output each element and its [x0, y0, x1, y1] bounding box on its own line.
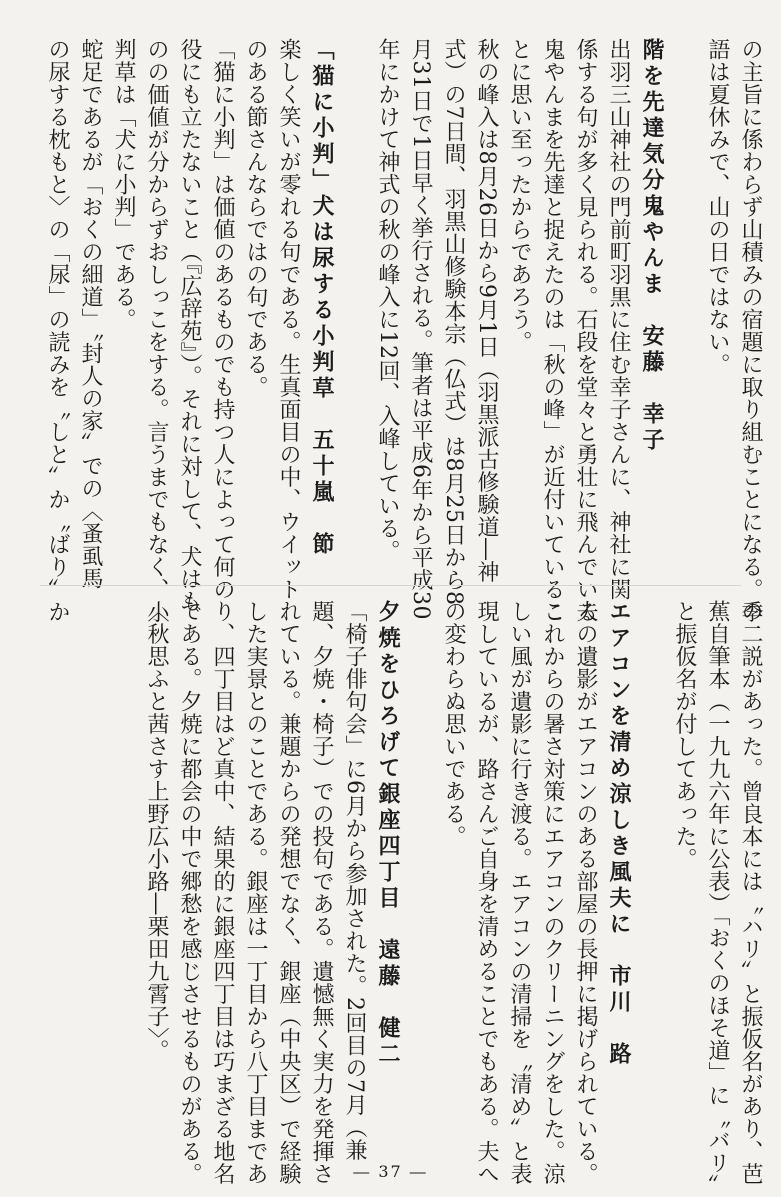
text-line: 題、夕焼・椅子）での投句である。遺憾無く実力を発揮さ	[309, 600, 334, 1185]
text-line: 鬼やんまを先達と捉えたのは「秋の峰」が近付いているこ	[540, 38, 565, 623]
text-line: 蕉自筆本（一九九六年に公表）「おくのほそ道」に〝バリ〟	[705, 600, 730, 1197]
haiku-heading-endo: 夕焼をひろげて銀座四丁目 遠藤 健二	[375, 600, 400, 1068]
text-line: とに思い至ったからであろう。	[507, 38, 532, 353]
text-line: である。夕焼に都会の中で郷愁を感じさせるものがある。	[177, 600, 202, 1185]
text-line: 式）の7日間、羽黒山修験本宗（仏式）は8月25日から8	[441, 38, 466, 606]
text-line: 判草は「犬に小判」である。	[111, 38, 136, 331]
text-line: 夫の遺影がエアコンのある部屋の長押に掲げられている。	[573, 600, 598, 1185]
text-line: り、四丁目はど真中、結果的に銀座四丁目は巧まざる地名	[210, 600, 235, 1185]
text-line: 出羽三山神社の門前町羽黒に住む幸子さんに、神社に関	[606, 38, 631, 601]
text-line: の変わらぬ思いである。	[441, 600, 466, 848]
blank-line	[404, 600, 437, 1160]
section-divider	[40, 585, 741, 586]
text-line: 年にかけて神式の秋の峰入に12回、入峰している。	[375, 38, 400, 562]
text-line: 〈秋思ふと茜さす上野広小路―栗田九霄子〉。	[144, 600, 169, 1062]
text-line: 係する句が多く見られる。石段を堂々と勇壮に飛んでいる	[573, 38, 598, 623]
text-line: 役にも立たないこと（『広辞苑』）。それに対して、犬はも	[177, 38, 202, 613]
text-line: しい風が遺影に行き渡る。エアコンの清掃を〝清め〟と表	[507, 600, 532, 1185]
text-line: 月31日で1日早く挙行される。筆者は平成6年から平成30	[408, 38, 433, 620]
text-line: これからの暑さ対策にエアコンのクリーニングをした。涼	[540, 600, 565, 1185]
text-line: 楽しく笑いが零れる句である。生真面目の中、ウイット	[276, 38, 301, 601]
blank-line	[668, 38, 701, 578]
text-line: の主旨に係わらず山積みの宿題に取り組むことになる。季	[738, 38, 763, 623]
text-line: と振仮名が付してあった。	[672, 600, 697, 870]
text-line: のの価値が分からずおしっこをする。言うまでもなく、小	[144, 38, 169, 623]
text-line: 「椅子俳句会」に6月から参加された。2回目の7月（兼	[342, 600, 367, 1161]
text-line: のある節さんならではの句である。	[243, 38, 268, 398]
text-line: 語は夏休みで、山の日ではない。	[705, 38, 730, 376]
text-line: 蛇足であるが「おくの細道」〝封人の家〟での〈蚤虱馬	[78, 38, 103, 590]
text-line: の尿する枕もと〉の「尿」の読みを〝しと〟か〝ばり〟か	[45, 38, 70, 623]
text-line: 「猫に小判」は価値のあるものでも持つ人によって何の	[210, 38, 235, 601]
page-number: ― 37 ―	[353, 1162, 428, 1181]
text-line: の二説があった。曾良本には〝ハリ〟と振仮名があり、芭	[738, 600, 763, 1185]
text-line: 秋の峰入は8月26日から9月1日（羽黒派古修験道―神	[474, 38, 499, 583]
text-line: れている。兼題からの発想でなく、銀座（中央区）で経験	[276, 600, 301, 1185]
haiku-heading-igarashi: 「猫に小判」犬は尿する小判草 五十嵐 節	[309, 38, 334, 558]
top-text-block	[41, 38, 767, 623]
blank-line	[338, 38, 371, 578]
text-line: 現しているが、路さんご自身を清めることでもある。夫へ	[474, 600, 499, 1185]
text-line: した実景とのことである。銀座は一丁目から八丁目まであ	[243, 600, 268, 1185]
haiku-heading-ando: 階を先達気分鬼やんま 安藤 幸子	[639, 38, 664, 454]
haiku-heading-ichikawa: エアコンを清め涼しき風夫に 市川 路	[606, 600, 631, 1068]
blank-line	[635, 600, 668, 1160]
